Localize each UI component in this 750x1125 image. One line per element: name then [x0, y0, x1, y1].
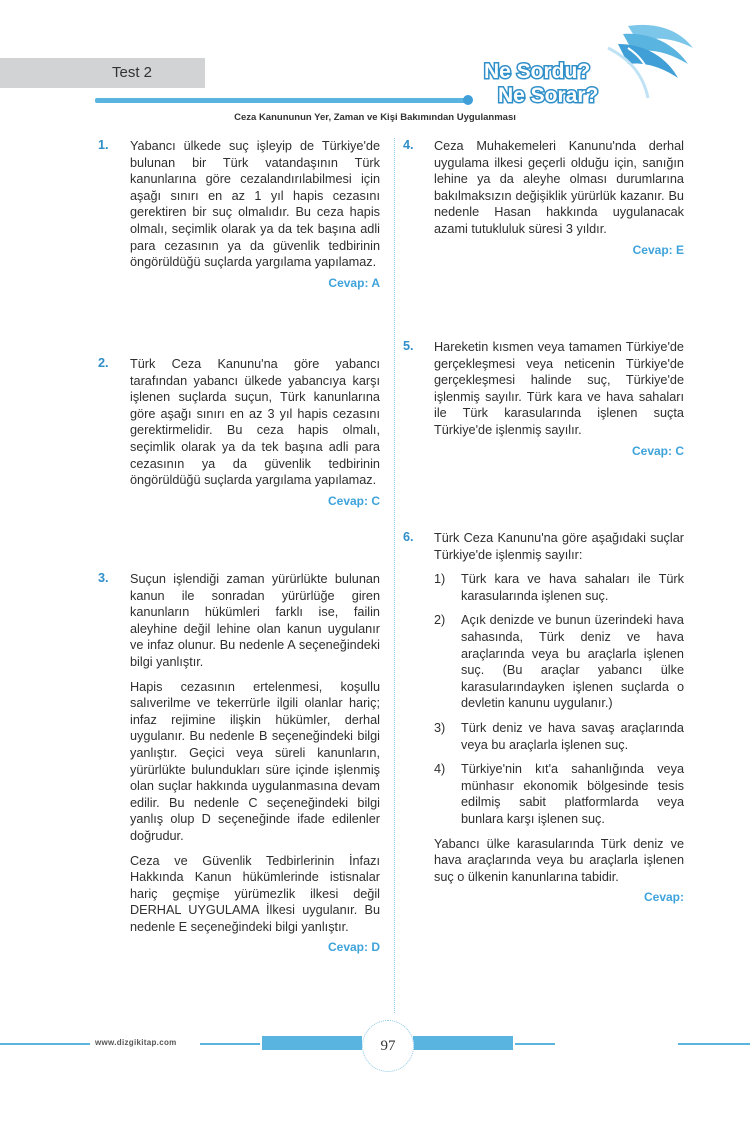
list-item-text: Açık denizde ve bunun üzerindeki hava sahasında, Türk deniz ve hava araçlarında veya bu araçlarla işlenen suç. (Bu araçlar yabancı ülke karasularındayken işlenen suçlarda o devletin kanunu uygulanır.) [461, 613, 684, 711]
footer-rule-left [0, 1043, 90, 1045]
answer-text-6-intro: Türk Ceza Kanunu'na göre aşağıdaki suçlar Türkiye'de işlenmiş sayılır: [434, 531, 684, 562]
list-item [434, 571, 684, 604]
ne-sordu-logo [478, 18, 698, 110]
answer-key-4: Cevap: E [632, 242, 684, 257]
page-subtitle: Ceza Kanununun Yer, Zaman ve Kişi Bakımından Uygulanması [234, 112, 516, 123]
list-item-number: 4) [434, 762, 446, 777]
question-number-1: 1. [98, 138, 109, 152]
footer-bar-right [413, 1036, 513, 1050]
header-rule [95, 98, 467, 103]
answer-block-3 [130, 571, 380, 956]
list-item-text: Türk kara ve hava sahaları ile Türk karasularında işlenen suç. [461, 572, 684, 603]
logo-text-line1: Ne Sordu? [484, 60, 591, 83]
answer-key-2: Cevap: C [327, 493, 380, 508]
answer-block-5 [434, 339, 684, 459]
footer-bar-left [262, 1036, 362, 1050]
answer-text-4: Ceza Muhakemeleri Kanunu'nda derhal uygulama ilkesi geçerli olduğu için, sanığın lehine ya da aleyhe olması durumlarına bakılmaksızın değişiklik yürürlük kazanır. Bu nedenle Hasan hakkında uygulanacak azami tutukluluk süresi 3 yıldır. [434, 139, 684, 236]
footer-rule-mid [200, 1043, 260, 1045]
footer-rule-right [515, 1043, 555, 1045]
list-item-text: Türk deniz ve hava savaş araçlarında veya bu araçlarla işlenen suç. [461, 720, 684, 752]
logo-text-line2: Ne Sorar? [498, 84, 599, 107]
answer-block-6 [434, 530, 684, 906]
footer-url: www.dizgikitap.com [95, 1038, 177, 1047]
list-item-text: Türkiye'nin kıt'a sahanlığında veya münhasır ekonomik bölgesinde tesis edilmiş sabit platformlarda veya bunlara karşı işlenen suç. [461, 762, 684, 826]
list-item [434, 612, 684, 712]
answer-text-1: Yabancı ülkede suç işleyip de Türkiye'de bulunan bir Türk vatandaşının Türk kanunlarına göre cezalandırılabilmesi için aşağı sınırı en az 1 yıl hapis cezasını gerektiren bir suç olmalıdır. Bu ceza hapis olmalı, seçimlik olarak ya da tek başına adli para cezasının ya da güvenlik tedbirinin öngörüldüğü suçlarda yargılama yapılamaz. [130, 139, 380, 270]
answer-text-3b: Hapis cezasının ertelenmesi, koşullu salıverilme ve tekerrürle ilgili olanlar hariç; infaz rejimine ilişkin hükümler, derhal uygulanır. Bu nedenle B seçeneğindeki bilgi yanlıştır. Geçici veya süreli kanunların, yürürlükte bulundukları süre içinde işlenmiş olan suçlar hakkında uygulanmasına devam edilir. Bu nedenle C seçeneğindeki bilgi yanlış olup D seçeneğinde ifade edilenler doğrudur. [130, 679, 380, 843]
question-number-4: 4. [403, 138, 414, 152]
answer-text-3a: Suçun işlendiği zaman yürürlükte bulunan kanun ile sonradan yürürlüğe giren kanunların hükümleri farklı ise, failin aleyhine değil lehine olan kanun uygulanır ve infaz olunur. Bu nedenle A seçeneğindeki bilgi yanlıştır. [130, 572, 380, 669]
answer-key-1: Cevap: A [328, 275, 380, 290]
answer-key-3: Cevap: D [327, 940, 380, 955]
list-item-number: 1) [434, 572, 446, 587]
answer-block-2 [130, 356, 380, 509]
question-number-5: 5. [403, 339, 414, 353]
answer-block-1 [130, 138, 380, 291]
page-number: 97 [362, 1020, 414, 1072]
question-number-3: 3. [98, 571, 109, 585]
answer-text-2: Türk Ceza Kanunu'na göre yabancı tarafından yabancı ülkede yabancıya karşı işlenen suçlarda suçun, Türk kanunlarına göre aşağı sınırı en az 3 yıl hapis cezasını gerektirmelidir. Bu ceza hapis olmalı, seçimlik olarak ya da tek başına adli para cezasının ya da güvenlik tedbirinin öngörüldüğü suçlarda yargılama yapılamaz. [130, 357, 380, 488]
answer-text-3c: Ceza ve Güvenlik Tedbirlerinin İnfazı Hakkında Kanun hükümlerinde istisnalar hariç geçmişe yürümezlik ilkesi değil DERHAL UYGULAMA İlkesi uygulanır. Bu nedenle E seçeneğindeki bilgi yanlıştır. [130, 853, 380, 934]
column-divider [394, 138, 395, 1013]
list-item [434, 720, 684, 753]
answer-block-4 [434, 138, 684, 258]
list-item [434, 761, 684, 827]
test-label: Test 2 [112, 64, 153, 81]
list-item-number: 2) [434, 613, 446, 628]
answer-key-6: Cevap: [643, 890, 684, 905]
footer-rule-far-right [678, 1043, 750, 1045]
list-item-number: 3) [434, 720, 446, 735]
answer-key-5: Cevap: C [631, 443, 684, 458]
test-label-tab [0, 58, 205, 88]
question-number-6: 6. [403, 530, 414, 544]
answer-text-5: Hareketin kısmen veya tamamen Türkiye'de gerçekleşmesi veya neticenin Türkiye'de gerçekleşmesi halinde suç, Türkiye'de işlenmiş sayılır. Türk kara ve hava sahaları ile Türk karasularında işlenen suçta Türkiye'de işlenmiş sayılır. [434, 340, 684, 437]
header-rule-dot [463, 95, 473, 105]
answer-text-6-outro: Yabancı ülke karasularında Türk deniz ve hava araçlarında veya bu araçlarla işlenen suç o ülkenin kanunlarına tabidir. [434, 836, 684, 884]
question-number-2: 2. [98, 356, 109, 370]
